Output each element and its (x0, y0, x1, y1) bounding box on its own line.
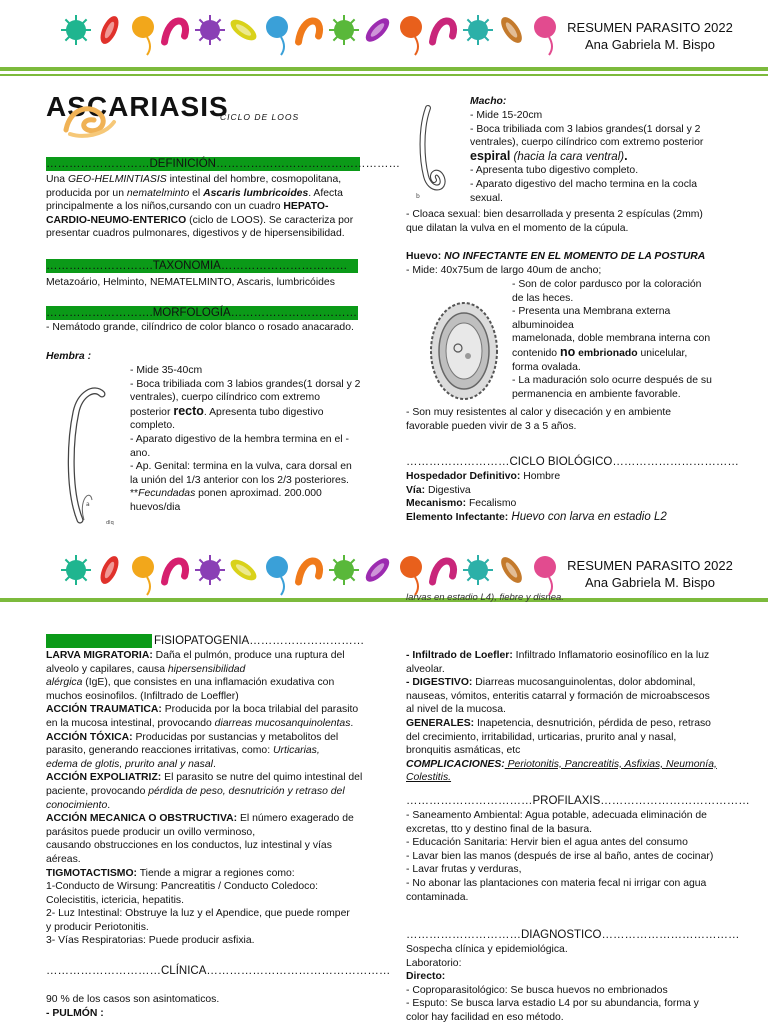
microbe-icon (362, 14, 393, 45)
microbe-icon (266, 556, 288, 595)
microbe-icon (195, 555, 225, 585)
microbe-icon (497, 14, 526, 47)
fisiopatogenia-text: LARVA MIGRATORIA: Daña el pulmón, produce una ruptura del alveolo y capilares, causa hipersensibilidad alérgica (IgE), que consistes en una inflamación exudativa con muchos eosinofilos. (Infiltrado de Loeffler) ACCIÓN TRAUMATICA: Producida por la boca trilabial del parasito en la mucosa intestinal, provocando diarreas mucosanquinolentas. ACCIÓN TÓXICA: Producidas por sustancias y metabolitos del parasito, generando reacciones irritativas, como: Urticarias, edema de glotis, prurito anal y nasal. ACCIÓN EXPOLIATRIZ: El parasito se nutre del quimo intestinal del paciente, provocando pérdida de peso, desnutrición y retraso del conocimiento. ACCIÓN MECANICA O OBSTRUCTIVA: El número exagerado de parásitos puede producir un ovillo verminoso, causando obstrucciones en los conductos, luz intestinal y vías aéreas. TIGMOTACTISMO: Tiende a migrar a regiones como: 1-Conducto de Wirsung: Pancreatitis / Conducto Coledoco: Colecistitis, ictericia, hepatitis. 2- Luz Intestinal: Obstruye la luz y el Apendice, que puede romper y producir Periotonitis. 3- Vías Respiratorias: Puede producir asfixia. (46, 650, 363, 947)
section-header-profilaxis: ……………………………PROFILAXIS………………………………… (406, 795, 750, 807)
section-header-fisiopatogenia: FISIOPATOGENIA………………………… (46, 634, 366, 648)
microbe-icon (227, 556, 260, 585)
huevo-size: - Mide: 40x75um de largo 40um de ancho; (406, 265, 602, 276)
page-header-top (0, 0, 768, 80)
svg-text:b: b (416, 193, 420, 200)
carry-over-text: larvas en estadio L4), fiebre y disnea. (406, 592, 564, 603)
microbe-icon (299, 21, 320, 42)
header-author-2: Ana Gabriela M. Bispo (584, 575, 716, 590)
egg-illustration (424, 296, 504, 406)
clinica-text: 90 % de los casos son asintomaticos. - PULMÓN : (46, 994, 220, 1019)
microbe-icon (362, 554, 393, 585)
microbe-icon (165, 561, 186, 582)
header-stripe-2 (0, 598, 768, 602)
header-author: Ana Gabriela M. Bispo (584, 37, 716, 52)
microbe-icon (534, 16, 556, 55)
macho-cloaca-text: - Cloaca sexual: bien desarrollada y presenta 2 espículas (2mm) que dilatan la vulva en el momento de la cúpula. (406, 209, 703, 234)
male-worm-illustration (408, 100, 458, 200)
microbe-icon (497, 554, 526, 587)
female-worm-illustration (50, 380, 130, 530)
page-subtitle: CICLO DE LOOS (220, 112, 300, 122)
section-header-ciclo: ………………………CICLO BIOLÓGICO…………………………… (406, 456, 739, 468)
microbe-icon (132, 16, 154, 55)
microbe-icon (400, 556, 422, 595)
hembra-label: Hembra : (46, 351, 92, 362)
header-stripe (0, 67, 768, 71)
section-header-taxonomia: ……………………….TAXONOMIA…………………………… (46, 259, 358, 273)
taxonomia-text: Metazoário, Helminto, NEMATELMINTO, Ascaris, lumbricóides (46, 277, 335, 288)
header-text (560, 19, 740, 53)
microbe-icon (433, 561, 454, 582)
microbe-icons-banner (62, 0, 562, 60)
macho-description: - Mide 15-20cm - Boca tribiliada com 3 labios grandes(1 dorsal y 2 ventrales), cuerpo cilíndrico com extremo posterior espiral (hacia la cara ventral). - Apresenta tubo digestivo completo. - Aparato digestivo del macho termina en la cocla sexual. (470, 110, 704, 204)
ciclo-details: Hospedador Definitivo: Hombre Vía: Digestiva Mecanismo: Fecalismo Elemento Infectante: Huevo con larva en estadio L2 (406, 471, 667, 523)
header-title: RESUMEN PARASITO 2022 (567, 20, 733, 35)
microbe-icon (61, 555, 91, 585)
microbe-icon (400, 16, 422, 55)
diagnostico-text: Sospecha clínica y epidemiológica. Laboratorio: Directo: - Coproparasitológico: Se busca huevos no embrionados - Esputo: Se busca larva estadio L4 por su abundancia, forma y color hay facilidad en eso método. (406, 944, 699, 1023)
header-title-2: RESUMEN PARASITO 2022 (567, 558, 733, 573)
header-text-2 (560, 557, 740, 591)
clinica-right-text: - Infiltrado de Loefler: Infiltrado Inflamatorio eosinofílico en la luz alveolar. - DIGESTIVO: Diarreas mucosanguinolentas, dolor abdominal, nauseas, vómitos, enteritis catarral y formación de microabscesos al nivel de la mucosa. GENERALES: Inapetencia, desnutrición, pérdida de peso, retraso del crecimiento, irritabilidad, urticarias, prurito anal y nasal, bronquitis asmáticas, etc COMPLICACIONES: Periotonitis, Pancreatitis, Asfixias, Neumonía, Colestitis. (406, 650, 717, 784)
huevo-resistance: - Son muy resistentes al calor y disecación y en ambiente favorable pueden vivir de 3 a 5 años. (406, 407, 672, 432)
microbe-icon (266, 16, 288, 55)
huevo-heading: Huevo: NO INFECTANTE EN EL MOMENTO DE LA POSTURA (406, 251, 706, 262)
morfologia-text: - Nemátodo grande, cilíndrico de color blanco o rosado anacarado. (46, 322, 354, 333)
title-block (46, 92, 229, 122)
section-header-definicion: ………………………DEFINICIÓN………………………………………… (46, 158, 400, 170)
microbe-icon (165, 21, 186, 42)
microbe-icon (534, 556, 556, 595)
section-header-diagnostico: …………………………DIAGNOSTICO……………………………… (406, 929, 740, 941)
worm-logo-icon (60, 100, 120, 140)
huevo-description: - Son de color pardusco por la coloración de las heces. - Presenta una Membrana externa albuminoidea mamelonada, doble membrana interna con contenido no embrionado unicelular, forma ovalada. - La maduración solo ocurre después de su permanencia en ambiente favorable. (512, 279, 712, 400)
microbe-icon (195, 15, 225, 45)
svg-text:dlq: dlq (106, 520, 114, 526)
microbe-icon (61, 15, 91, 45)
microbe-icon (329, 555, 359, 585)
microbe-icon (227, 16, 260, 45)
hembra-description: - Mide 35-40cm - Boca tribiliada com 3 labios grandes(1 dorsal y 2 ventrales), cuerpo cilíndrico com extremo posterior recto. Apresenta tubo digestivo completo. - Aparato digestivo de la hembra termina en el - ano. - Ap. Genital: termina en la vulva, cara dorsal en la unión del 1/3 anterior con los 2/3 posteriores. **Fecundadas ponen aproximad. 200.000 huevos/dia (130, 365, 361, 513)
svg-text:a: a (86, 501, 90, 508)
definicion-text: Una GEO-HELMINTIASIS intestinal del hombre, cosmopolitana, producida por un nematelminto el Ascaris lumbricoides. Afecta principalmente a los niños,cursando con un cuadro HEPATO- CARDIO-NEUMO-ENTERICO (ciclo de LOOS). Se caracteriza por presentar cuadros pulmonares, digestivos y de hipersensibilidad. (46, 174, 354, 240)
microbe-icon (433, 21, 454, 42)
microbe-icon (97, 553, 122, 586)
microbe-icon (463, 15, 493, 45)
section-header-clinica: …………………………CLÍNICA………………………………………… (46, 965, 391, 977)
microbe-icon (329, 15, 359, 45)
microbe-icon (97, 13, 122, 46)
microbe-icon (463, 555, 493, 585)
section-header-morfologia: ……………………….MORFOLOGÍA…………………………… (46, 307, 358, 319)
page-title: ASCARIASIS (46, 91, 229, 122)
microbe-icon (299, 561, 320, 582)
microbe-icon (132, 556, 154, 595)
profilaxis-text: - Saneamento Ambiental: Agua potable, adecuada eliminación de excretas, tto y destino final de la basura. - Educación Sanitaria: Hervir bien el agua antes del consumo - Lavar bien las manos (después de irse al baño, antes de cocinar) - Lavar frutas y verduras, - No abonar las plantaciones con materia fecal ni irrigar con agua contaminada. (406, 810, 714, 903)
header-stripe-thin (0, 74, 768, 76)
page-header-second (0, 536, 768, 606)
macho-label: Macho: (470, 96, 507, 107)
